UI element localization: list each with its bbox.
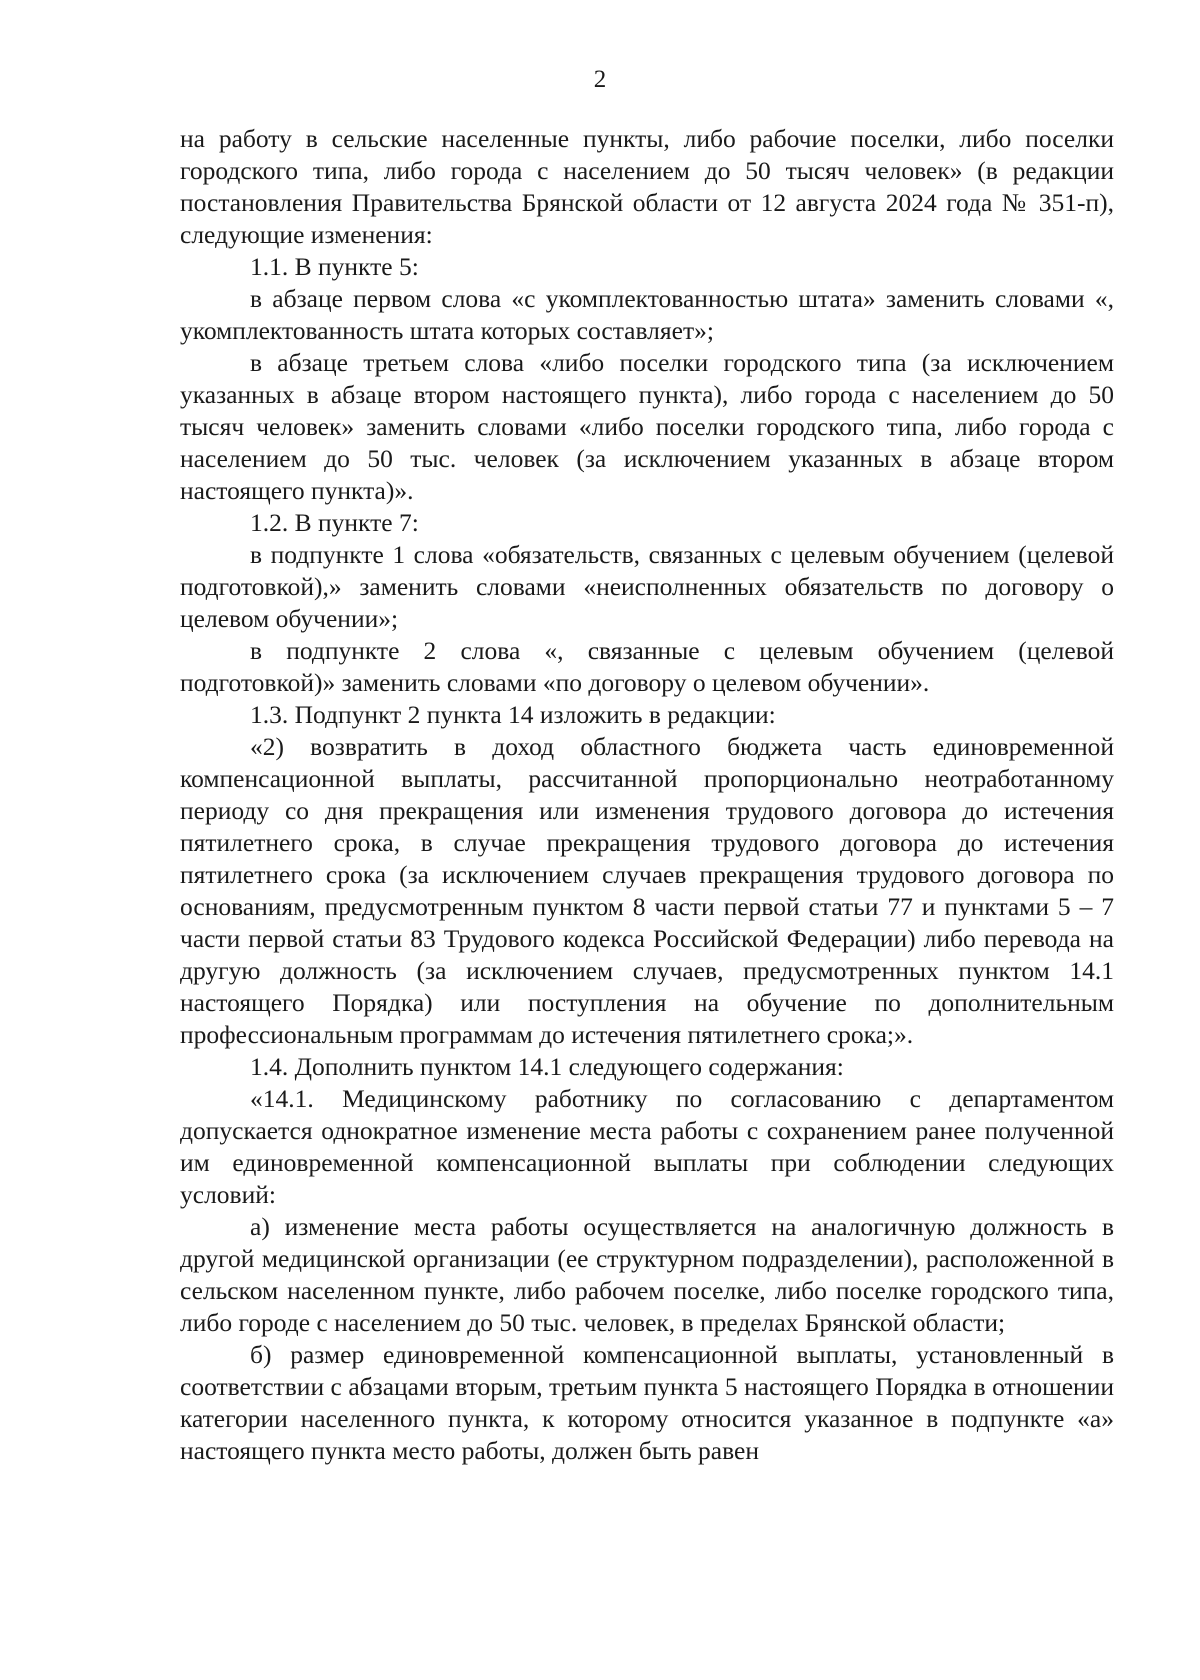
paragraph-condition-a: а) изменение места работы осуществляется на аналогичную должность в другой медицинской организации (ее структурном подразделении), расположенной в сельском населенном пункте, либо рабочем поселке, либо поселке городского типа, либо городе с населением до 50 тыс. человек, в пределах Брянской области; bbox=[180, 1212, 1114, 1337]
paragraph-item-1-1-heading: 1.1. В пункте 5: bbox=[250, 252, 419, 281]
paragraph-item-1-3-text: «2) возвратить в доход областного бюджета часть единовременной компенсационной выплаты, рассчитанной пропорционально неотработанному периоду со дня прекращения или изменения трудового договора до истечения пятилетнего срока, в случае прекращения трудового договора до истечения пятилетнего срока (за исключением случаев прекращения трудового договора по основаниям, предусмотренным пунктом 8 части первой статьи 77 и пунктами 5 – 7 части первой статьи 83 Трудового кодекса Российской Федерации) либо перевода на другую должность (за исключением случаев, предусмотренных пунктом 14.1 настоящего Порядка) или поступления на обучение по дополнительным профессиональным программам до истечения пятилетнего срока;». bbox=[180, 732, 1114, 1049]
paragraph-item-14-1-text: «14.1. Медицинскому работнику по согласованию с департаментом допускается однократное изменение места работы с сохранением ранее полученной им единовременной компенсационной выплаты при соблюдении следующих условий: bbox=[180, 1084, 1114, 1209]
paragraph-item-1-4-heading: 1.4. Дополнить пунктом 14.1 следующего содержания: bbox=[250, 1052, 844, 1081]
document-body bbox=[180, 123, 1114, 1467]
page-number: 2 bbox=[593, 66, 607, 93]
paragraph-item-1-3-heading: 1.3. Подпункт 2 пункта 14 изложить в редакции: bbox=[250, 700, 776, 729]
paragraph-item-1-1-third-abzats: в абзаце третьем слова «либо поселки городского типа (за исключением указанных в абзаце втором настоящего пункта), либо города с населением до 50 тысяч человек» заменить словами «либо поселки городского типа, либо города с населением до 50 тыс. человек (за исключением указанных в абзаце втором настоящего пункта)». bbox=[180, 348, 1114, 505]
paragraph-item-1-2-subitem-2: в подпункте 2 слова «, связанные с целевым обучением (целевой подготовкой)» заменить словами «по договору о целевом обучении». bbox=[180, 636, 1114, 697]
paragraph-item-1-2-heading: 1.2. В пункте 7: bbox=[250, 508, 419, 537]
paragraph-intro-continuation: на работу в сельские населенные пункты, либо рабочие поселки, либо поселки городского типа, либо города с населением до 50 тысяч человек» (в редакции постановления Правительства Брянской области от 12 августа 2024 года № 351-п), следующие изменения: bbox=[180, 124, 1114, 249]
paragraph-condition-b: б) размер единовременной компенсационной выплаты, установленный в соответствии с абзацами вторым, третьим пункта 5 настоящего Порядка в отношении категории населенного пункта, к которому относится указанное в подпункте «а» настоящего пункта место работы, должен быть равен bbox=[180, 1340, 1114, 1465]
paragraph-item-1-2-subitem-1: в подпункте 1 слова «обязательств, связанных с целевым обучением (целевой подготовкой),» заменить словами «неисполненных обязательств по договору о целевом обучении»; bbox=[180, 540, 1114, 633]
paragraph-item-1-1-first-abzats: в абзаце первом слова «с укомплектованностью штата» заменить словами «, укомплектованность штата которых составляет»; bbox=[180, 284, 1114, 345]
